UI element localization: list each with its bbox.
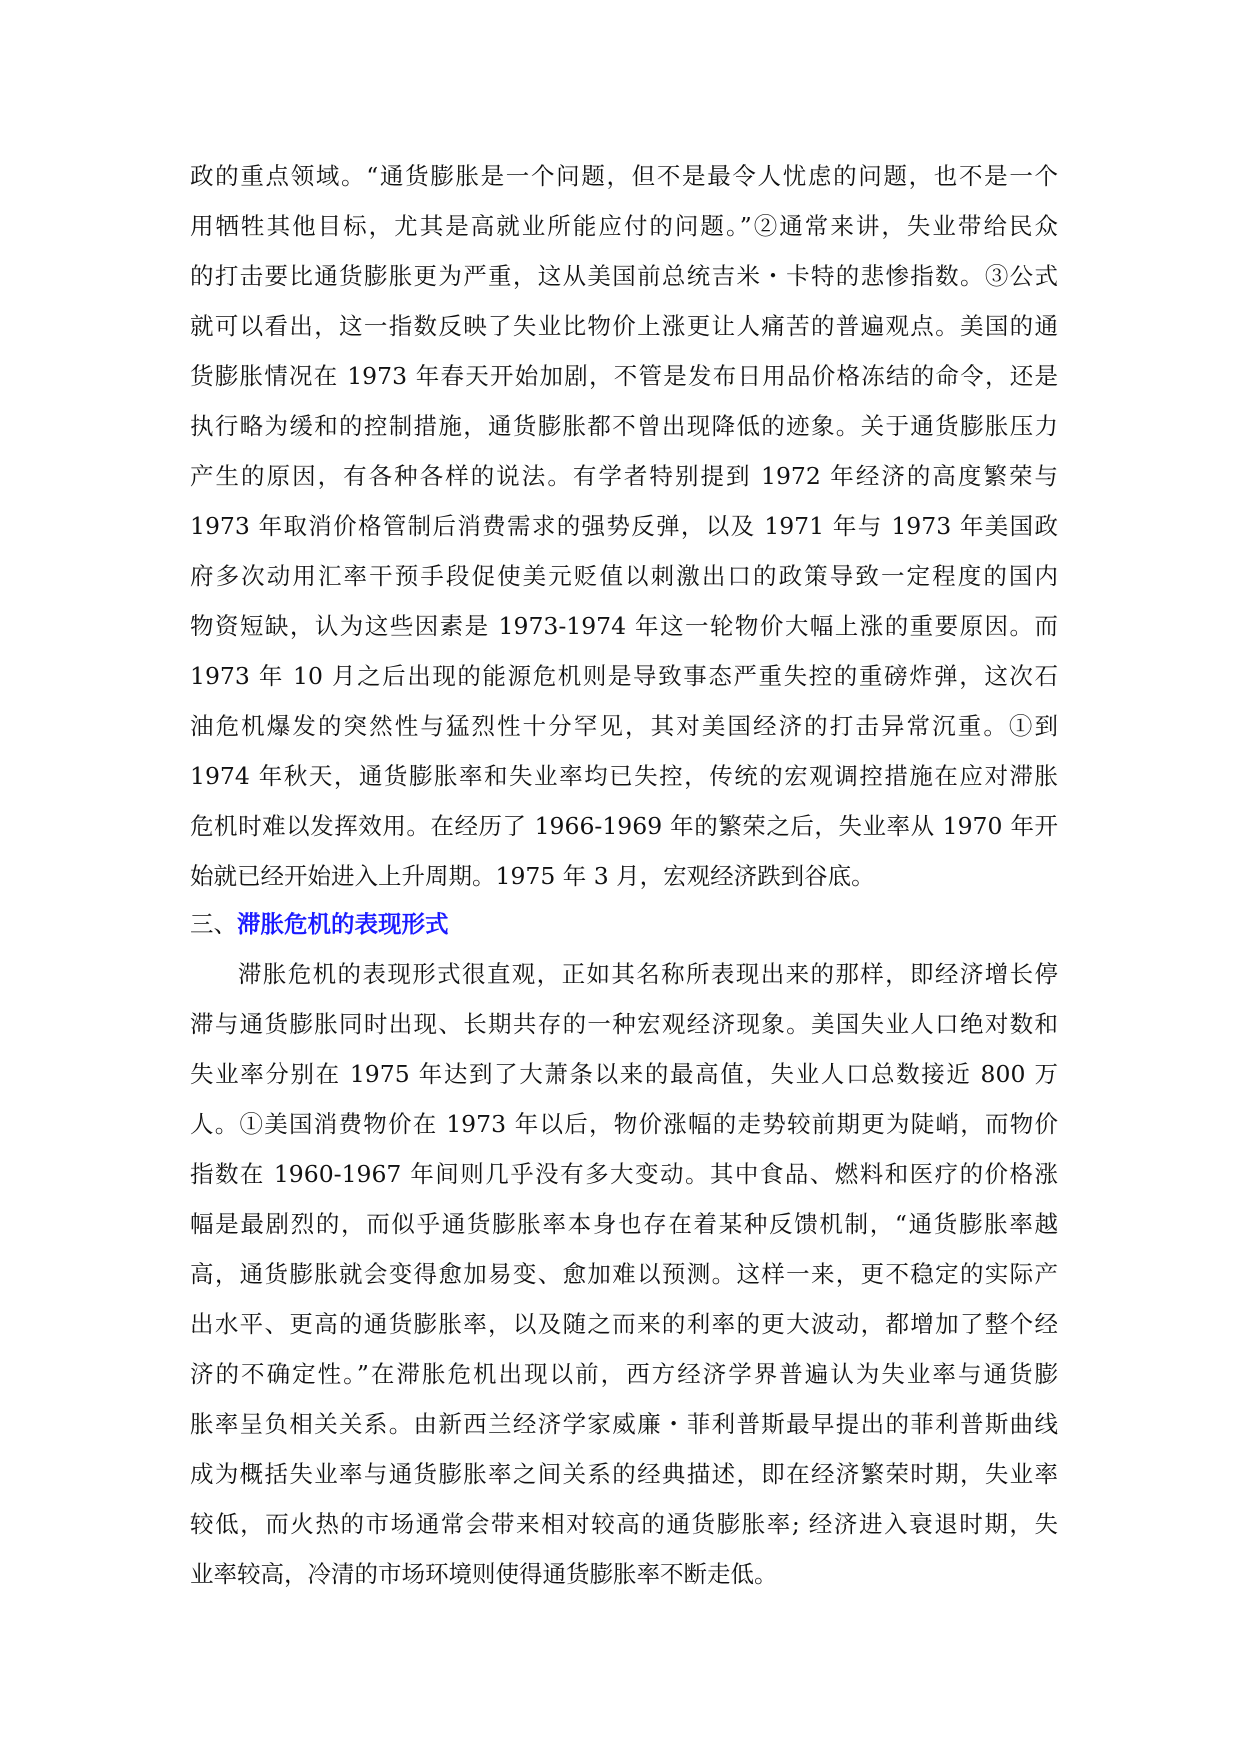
text-line: 指数在 1960-1967 年间则几乎没有多大变动。其中食品、燃料和医疗的价格涨 <box>190 1160 1058 1188</box>
text-line: 产生的原因，有各种各样的说法。有学者特别提到 1972 年经济的高度繁荣与 <box>190 462 1058 490</box>
section-heading-title: 滞胀危机的表现形式 <box>237 910 449 938</box>
text-line: 高，通货膨胀就会变得愈加易变、愈加难以预测。这样一来，更不稳定的实际产 <box>190 1260 1058 1288</box>
text-line: 滞胀危机的表现形式很直观，正如其名称所表现出来的那样，即经济增长停 <box>238 960 1058 988</box>
text-line: 滞与通货膨胀同时出现、长期共存的一种宏观经济现象。美国失业人口绝对数和 <box>190 1010 1058 1038</box>
text-line: 危机时难以发挥效用。在经历了 1966-1969 年的繁荣之后，失业率从 1970 年开 <box>190 812 1058 840</box>
section-heading-number: 三、 <box>190 910 237 938</box>
text-line: 府多次动用汇率干预手段促使美元贬值以刺激出口的政策导致一定程度的国内 <box>190 562 1058 590</box>
text-line: 货膨胀情况在 1973 年春天开始加剧，不管是发布日用品价格冻结的命令，还是 <box>190 362 1058 390</box>
text-line: 胀率呈负相关关系。由新西兰经济学家威廉・菲利普斯最早提出的菲利普斯曲线 <box>190 1410 1058 1438</box>
text-line: 始就已经开始进入上升周期。1975 年 3 月，宏观经济跌到谷底。 <box>190 862 875 890</box>
text-line: 失业率分别在 1975 年达到了大萧条以来的最高值，失业人口总数接近 800 万 <box>190 1060 1058 1088</box>
text-line: 1973 年 10 月之后出现的能源危机则是导致事态严重失控的重磅炸弹，这次石 <box>190 662 1058 690</box>
text-line: 幅是最剧烈的，而似乎通货膨胀率本身也存在着某种反馈机制，“通货膨胀率越 <box>190 1210 1058 1238</box>
text-line: 用牺牲其他目标，尤其是高就业所能应付的问题。”②通常来讲，失业带给民众 <box>190 212 1058 240</box>
text-line: 油危机爆发的突然性与猛烈性十分罕见，其对美国经济的打击异常沉重。①到 <box>190 712 1058 740</box>
text-line: 人。①美国消费物价在 1973 年以后，物价涨幅的走势较前期更为陡峭，而物价 <box>190 1110 1058 1138</box>
text-line: 1973 年取消价格管制后消费需求的强势反弹，以及 1971 年与 1973 年美国政 <box>190 512 1058 540</box>
text-line: 业率较高，冷清的市场环境则使得通货膨胀率不断走低。 <box>190 1560 778 1588</box>
text-line: 执行略为缓和的控制措施，通货膨胀都不曾出现降低的迹象。关于通货膨胀压力 <box>190 412 1058 440</box>
text-line: 政的重点领域。“通货膨胀是一个问题，但不是最令人忧虑的问题，也不是一个 <box>190 162 1058 190</box>
text-line: 济的不确定性。”在滞胀危机出现以前，西方经济学界普遍认为失业率与通货膨 <box>190 1360 1058 1388</box>
text-line: 1974 年秋天，通货膨胀率和失业率均已失控，传统的宏观调控措施在应对滞胀 <box>190 762 1058 790</box>
text-line: 物资短缺，认为这些因素是 1973-1974 年这一轮物价大幅上涨的重要原因。而 <box>190 612 1058 640</box>
text-line: 较低，而火热的市场通常会带来相对较高的通货膨胀率; 经济进入衰退时期，失 <box>190 1510 1058 1538</box>
section-heading <box>190 899 449 949</box>
text-line: 出水平、更高的通货膨胀率，以及随之而来的利率的更大波动，都增加了整个经 <box>190 1310 1058 1338</box>
text-line: 成为概括失业率与通货膨胀率之间关系的经典描述，即在经济繁荣时期，失业率 <box>190 1460 1058 1488</box>
text-line: 的打击要比通货膨胀更为严重，这从美国前总统吉米・卡特的悲惨指数。③公式 <box>190 262 1058 290</box>
text-line: 就可以看出，这一指数反映了失业比物价上涨更让人痛苦的普遍观点。美国的通 <box>190 312 1058 340</box>
